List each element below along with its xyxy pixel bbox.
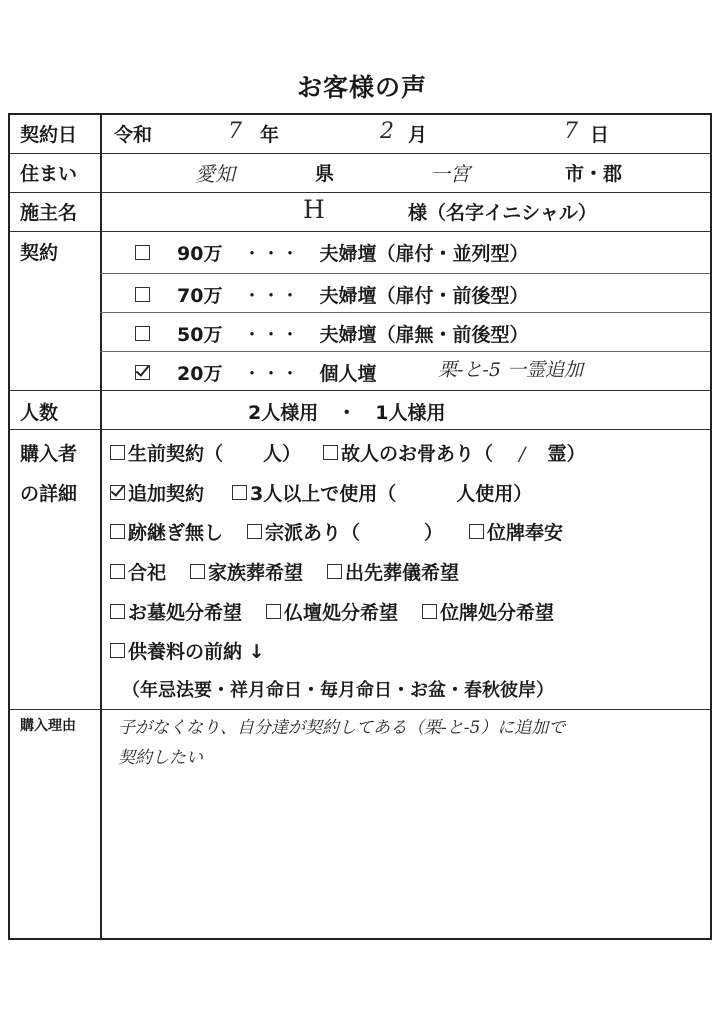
- option-desc: 夫婦壇（扉無・前後型）: [319, 324, 529, 346]
- checkbox-altar-disposal[interactable]: [266, 604, 281, 619]
- survey-form: [8, 113, 712, 940]
- prefecture-value: 愛知: [195, 162, 235, 186]
- option-divider: [100, 312, 710, 313]
- owner-suffix: 様（名字イニシャル）: [408, 202, 597, 224]
- memorial-note: （年忌法要・祥月命日・毎月命日・お盆・春秋彼岸）: [122, 680, 554, 701]
- option-dots: ・・・: [242, 363, 300, 385]
- row-divider: [10, 390, 710, 391]
- day-unit: 日: [590, 124, 610, 146]
- detail-row-5: [110, 598, 554, 625]
- checkbox-no-heir[interactable]: [110, 524, 125, 539]
- joint-burial-text: 合祀: [128, 562, 167, 584]
- option-desc: 夫婦壇（扉付・並列型）: [319, 243, 529, 265]
- checkbox-family-funeral[interactable]: [190, 564, 205, 579]
- checkbox-pre-need[interactable]: [110, 445, 125, 460]
- option-divider: [100, 273, 710, 274]
- altar-disposal-text: 仏壇処分希望: [284, 602, 399, 624]
- ihai-disposal-text: 位牌処分希望: [440, 602, 555, 624]
- checkbox-prepay[interactable]: [110, 643, 125, 658]
- pre-need-unit: 人）: [263, 443, 302, 465]
- option-desc: 個人壇: [319, 363, 377, 385]
- checkbox-50[interactable]: [135, 326, 150, 341]
- ashes-text: 故人のお骨あり（: [341, 443, 494, 465]
- month-value: 2: [380, 119, 394, 144]
- option-price: 70万: [177, 285, 223, 307]
- contract-note-handwritten: 栗-と-5 一霊追加: [438, 359, 583, 381]
- three-plus-unit: 人使用）: [456, 483, 533, 505]
- grave-disposal-text: お墓処分希望: [128, 602, 243, 624]
- checkbox-sect[interactable]: [247, 524, 262, 539]
- option-desc: 夫婦壇（扉付・前後型）: [319, 285, 529, 307]
- prepay-text: 供養料の前納 ↓: [128, 641, 265, 663]
- contract-label: 契約: [20, 242, 59, 264]
- people-label: 人数: [20, 402, 59, 424]
- checkbox-grave-disposal[interactable]: [110, 604, 125, 619]
- contract-option-50: [135, 320, 528, 347]
- row-divider: [10, 231, 710, 232]
- buyer-details-label-2: の詳細: [20, 483, 78, 505]
- contract-date-label: 契約日: [20, 124, 78, 146]
- month-unit: 月: [408, 124, 428, 146]
- page-title: お客様の声: [296, 73, 427, 102]
- checkbox-20-checked[interactable]: [135, 365, 150, 380]
- checkbox-ihai[interactable]: [469, 524, 484, 539]
- row-divider: [10, 429, 710, 430]
- detail-row-6: [110, 637, 265, 664]
- additional-text: 追加契約: [128, 483, 205, 505]
- reason-line-2: 契約したい: [118, 748, 203, 768]
- option-price: 90万: [177, 243, 223, 265]
- detail-row-1: [110, 439, 585, 466]
- residence-label: 住まい: [20, 163, 78, 185]
- option-price: 50万: [177, 324, 223, 346]
- sect-unit: ）: [424, 522, 444, 544]
- row-divider: [10, 709, 710, 710]
- checkbox-remote-funeral[interactable]: [327, 564, 342, 579]
- option-dots: ・・・: [242, 243, 300, 265]
- detail-row-3: [110, 518, 563, 545]
- option-dots: ・・・: [242, 285, 300, 307]
- label-column-divider: [100, 115, 102, 938]
- era-text: 令和: [114, 124, 153, 146]
- checkbox-ashes[interactable]: [323, 445, 338, 460]
- ihai-text: 位牌奉安: [487, 522, 564, 544]
- contract-option-20: [135, 359, 376, 386]
- ashes-unit: 霊）: [547, 443, 586, 465]
- checkbox-additional-checked[interactable]: [110, 485, 125, 500]
- owner-initial: H: [303, 195, 325, 224]
- row-divider: [10, 192, 710, 193]
- checkbox-joint-burial[interactable]: [110, 564, 125, 579]
- option-dots: ・・・: [242, 324, 300, 346]
- row-divider: [10, 153, 710, 154]
- reason-label: 購入理由: [20, 718, 76, 734]
- pre-need-text: 生前契約（: [128, 443, 224, 465]
- remote-funeral-text: 出先葬儀希望: [345, 562, 460, 584]
- detail-row-2: [110, 479, 532, 506]
- checkbox-three-plus[interactable]: [232, 485, 247, 500]
- no-heir-text: 跡継ぎ無し: [128, 522, 224, 544]
- year-unit: 年: [260, 124, 280, 146]
- ashes-slash: /: [519, 443, 526, 465]
- reason-line-1: 子がなくなり、自分達が契約してある（栗-と-5）に追加で: [118, 718, 566, 738]
- contract-option-90: [135, 239, 528, 266]
- people-text: 2人様用 ・ 1人様用: [248, 402, 446, 424]
- year-value: 7: [228, 119, 242, 144]
- three-plus-text: 3人以上で使用（: [250, 483, 397, 505]
- option-price: 20万: [177, 363, 223, 385]
- sect-text: 宗派あり（: [265, 522, 361, 544]
- checkbox-90[interactable]: [135, 245, 150, 260]
- option-divider: [100, 351, 710, 352]
- checkbox-70[interactable]: [135, 287, 150, 302]
- city-unit: 市・郡: [565, 163, 623, 185]
- prefecture-unit: 県: [315, 163, 335, 185]
- contract-option-70: [135, 281, 528, 308]
- detail-row-4: [110, 558, 459, 585]
- family-funeral-text: 家族葬希望: [208, 562, 304, 584]
- owner-label: 施主名: [20, 202, 78, 224]
- checkbox-ihai-disposal[interactable]: [422, 604, 437, 619]
- day-value: 7: [564, 119, 578, 144]
- buyer-details-label-1: 購入者: [20, 443, 78, 465]
- city-value: 一宮: [430, 162, 470, 186]
